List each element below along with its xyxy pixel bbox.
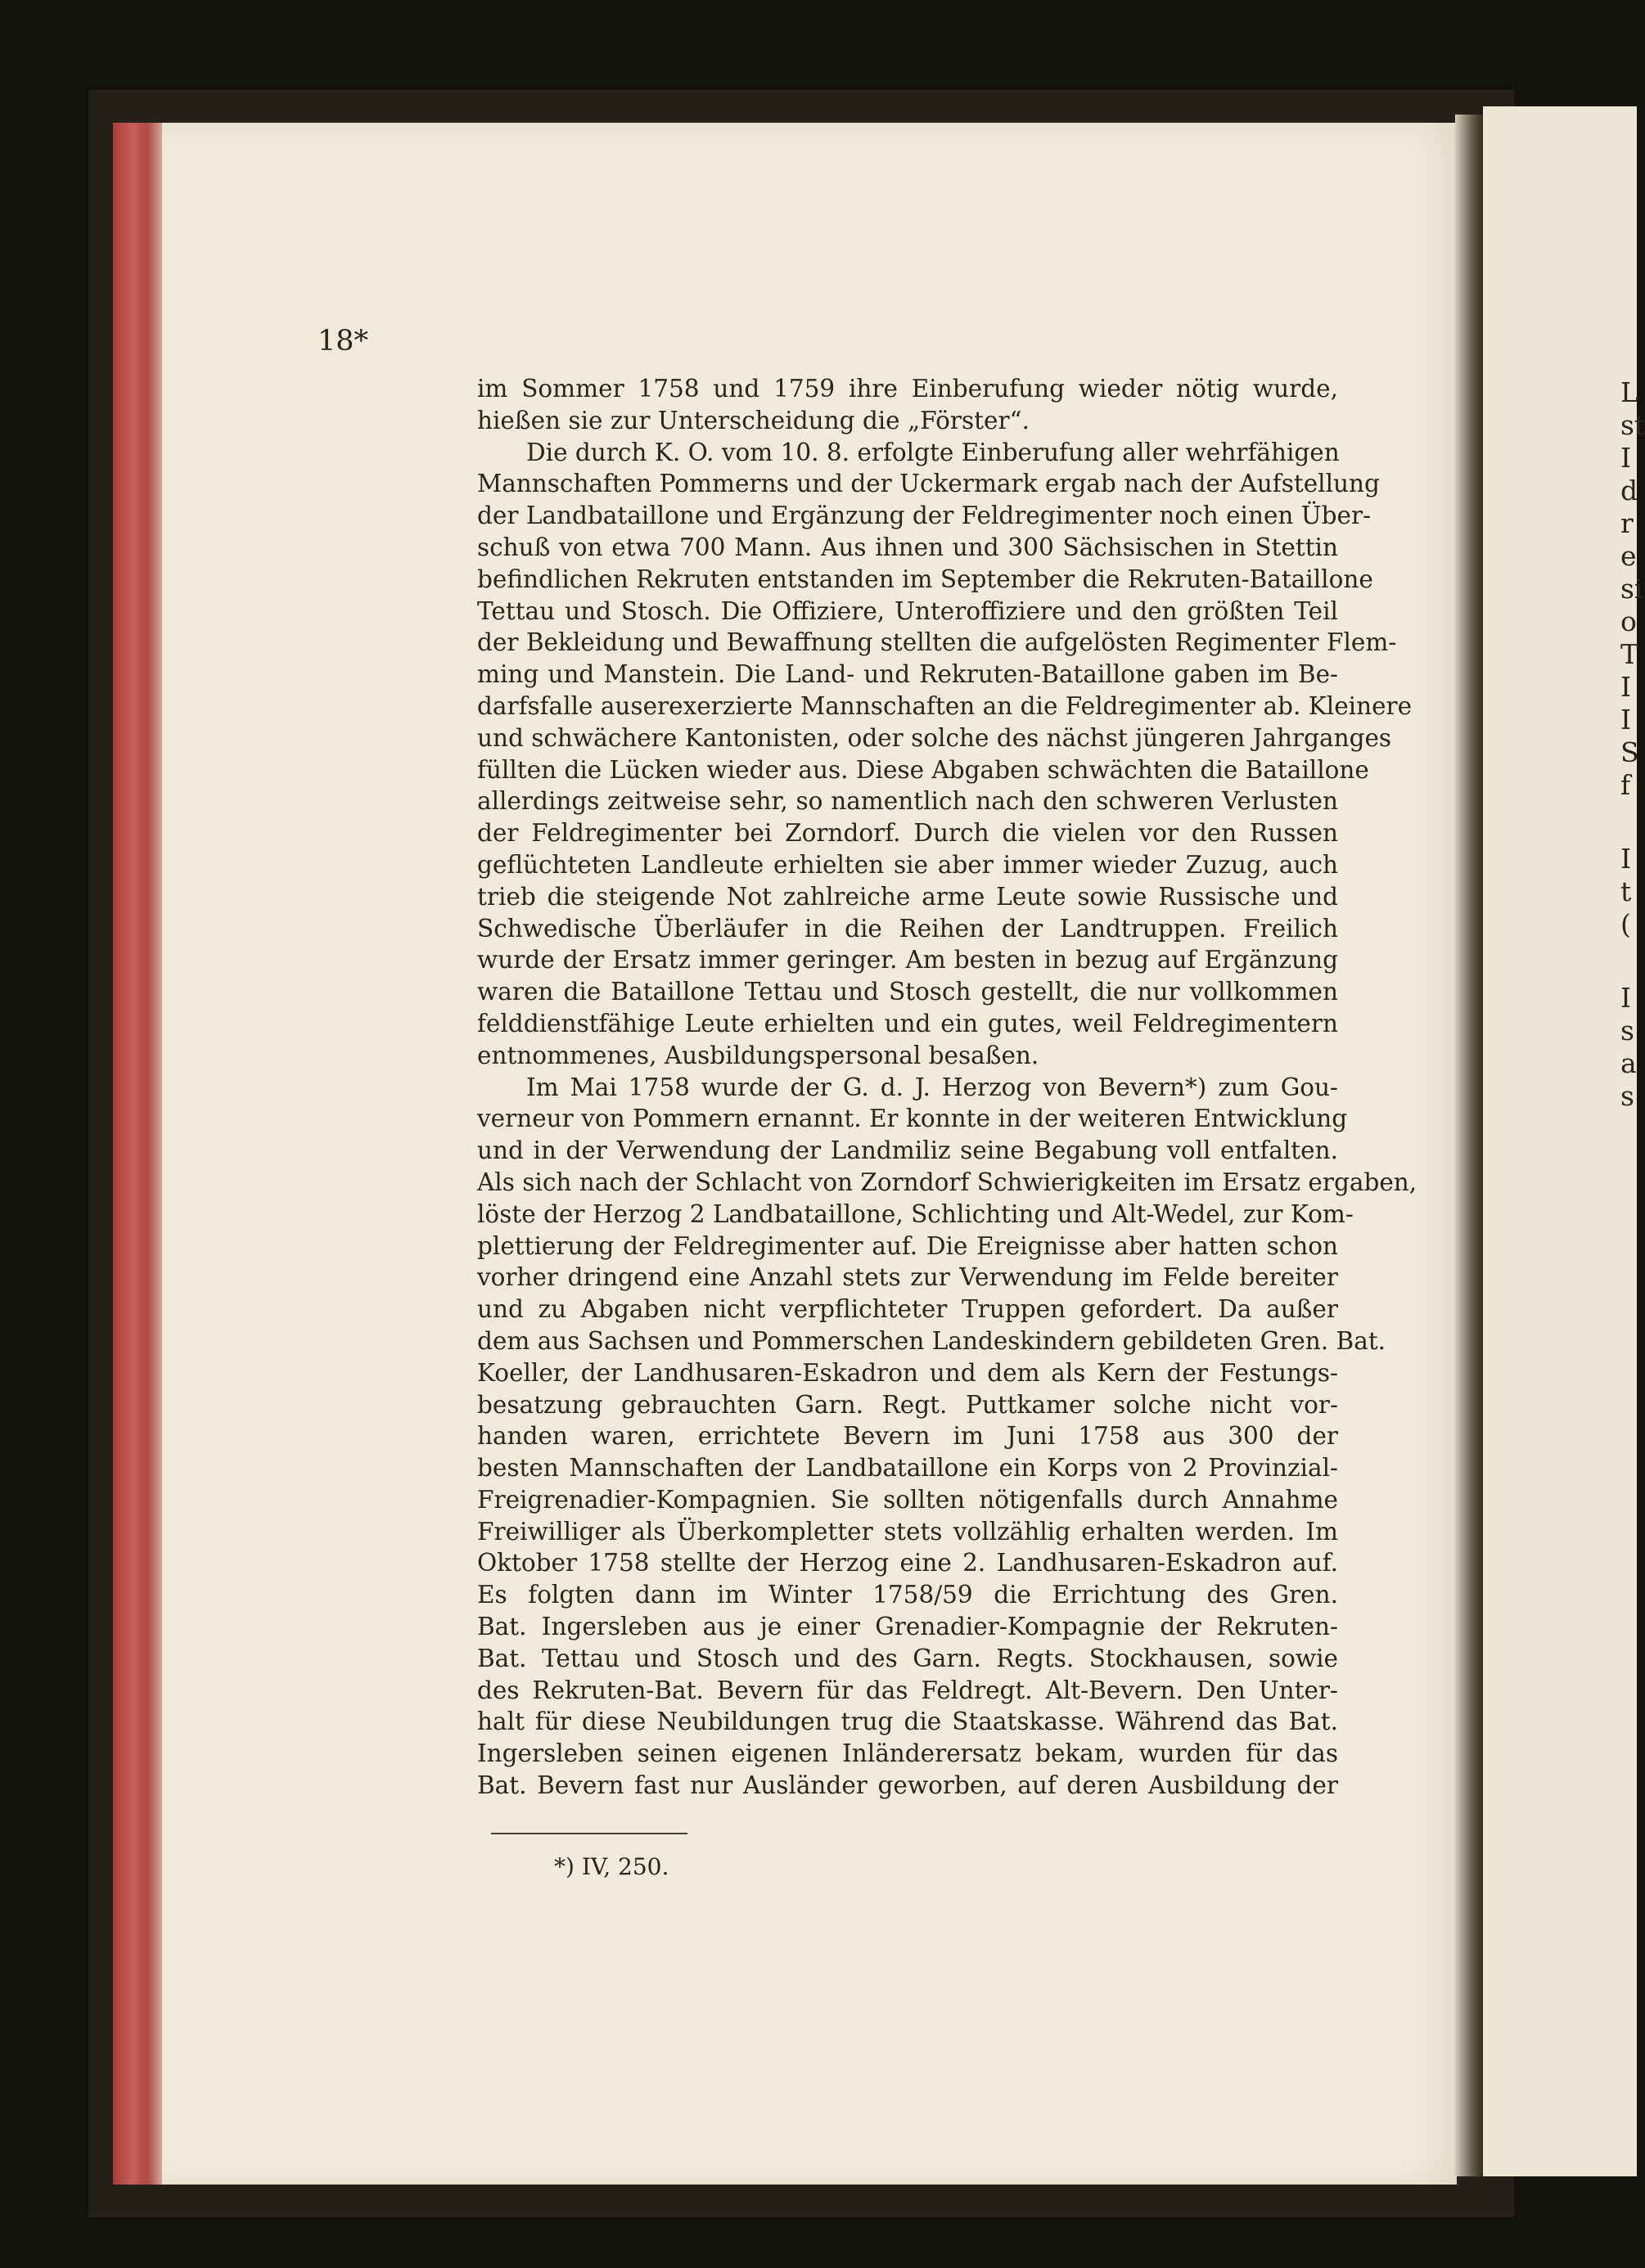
facing-page-fragment: I [1620, 982, 1632, 1014]
text-line: Schwedische Überläufer in die Reihen der Landtruppen. Freilich [477, 914, 1338, 943]
red-page-edges [113, 123, 162, 2185]
facing-page-fragment: L [1620, 376, 1638, 408]
book-gutter [1455, 115, 1485, 2176]
text-line: und zu Abgaben nicht verpflichteter Truppen gefordert. Da außer [477, 1295, 1338, 1324]
text-line: Koeller, der Landhusaren-Eskadron und dem als Kern der Festungs- [477, 1358, 1338, 1387]
text-line: Bat. Bevern fast nur Ausländer geworben, auf deren Ausbildung der [477, 1771, 1338, 1800]
text-line: der Bekleidung und Bewaffnung stellten die aufgelösten Regimenter Flem- [477, 628, 1397, 657]
text-line: des Rekruten-Bat. Bevern für das Feldregt. Alt-Bevern. Den Unter- [477, 1676, 1338, 1704]
text-line: Oktober 1758 stellte der Herzog eine 2. Landhusaren-Eskadron auf. [477, 1549, 1338, 1577]
text-line: Es folgten dann im Winter 1758/59 die Errichtung des Gren. [477, 1581, 1338, 1609]
facing-page-fragment: si [1620, 573, 1643, 605]
text-line: Ingersleben seinen eigenen Inländerersatz bekam, wurden für das [477, 1739, 1338, 1768]
facing-page-fragment: a [1620, 1047, 1637, 1079]
facing-page-edge [1483, 106, 1645, 2176]
text-line: Mannschaften Pommerns und der Uckermark ergab nach der Aufstellung [477, 470, 1380, 498]
text-line: füllten die Lücken wieder aus. Diese Abgaben schwächten die Bataillone [477, 755, 1369, 784]
facing-page-fragment: st [1620, 409, 1645, 441]
facing-page-fragment: I [1620, 704, 1632, 736]
text-line: vorher dringend eine Anzahl stets zur Verwendung im Felde bereiter [477, 1263, 1338, 1292]
facing-page-fragment: s [1620, 1080, 1634, 1112]
text-line: dem aus Sachsen und Pommerschen Landeskindern gebildeten Gren. Bat. [477, 1326, 1386, 1355]
facing-page-fragment: d [1620, 475, 1638, 506]
text-line: und schwächere Kantonisten, oder solche des nächst jüngeren Jahrganges [477, 723, 1392, 752]
text-line: verneur von Pommern ernannt. Er konnte in der weiteren Entwicklung [477, 1105, 1348, 1133]
footnote: *) IV, 250. [554, 1853, 669, 1880]
text-line: besten Mannschaften der Landbataillone ein Korps von 2 Provinzial- [477, 1454, 1338, 1483]
text-line: Als sich nach der Schlacht von Zorndorf Schwierigkeiten im Ersatz ergaben, [477, 1168, 1417, 1196]
page-number: 18* [318, 325, 369, 358]
body-text [477, 373, 1417, 1802]
text-line: ming und Manstein. Die Land- und Rekruten-Bataillone gaben im Be- [477, 660, 1338, 689]
text-line: und in der Verwendung der Landmiliz seine Begabung voll entfalten. [477, 1136, 1338, 1165]
text-line: der Feldregimenter bei Zorndorf. Durch die vielen vor den Russen [477, 819, 1338, 848]
text-line: Tettau und Stosch. Die Offiziere, Unteroffiziere und den größten Teil [477, 596, 1338, 625]
facing-page-fragment: s [1620, 1015, 1634, 1046]
text-line: hießen sie zur Unterscheidung die „Förster“. [477, 406, 1030, 434]
facing-page-fragment: t [1620, 875, 1632, 907]
text-line: besatzung gebrauchten Garn. Regt. Puttkamer solche nicht vor- [477, 1390, 1338, 1419]
text-line: plettierung der Feldregimenter auf. Die Ereignisse aber hatten schon [477, 1231, 1338, 1260]
footnote-divider [491, 1833, 687, 1834]
facing-page-fragment: f [1620, 769, 1631, 801]
text-line: allerdings zeitweise sehr, so namentlich nach den schweren Verlusten [477, 787, 1338, 816]
text-line: felddienstfähige Leute erhielten und ein gutes, weil Feldregimentern [477, 1009, 1338, 1037]
text-line: schuß von etwa 700 Mann. Aus ihnen und 300 Sächsischen in Stettin [477, 533, 1338, 561]
text-line: der Landbataillone und Ergänzung der Feldregimenter noch einen Über- [477, 502, 1372, 530]
text-line: handen waren, errichtete Bevern im Juni 1758 aus 300 der [477, 1422, 1338, 1451]
text-line: halt für diese Neubildungen trug die Staatskasse. Während das Bat. [477, 1708, 1338, 1736]
facing-page-fragment: o [1620, 605, 1637, 637]
facing-page-fragment: I [1620, 843, 1632, 875]
facing-page-fragment: S [1620, 736, 1639, 768]
text-line: im Sommer 1758 und 1759 ihre Einberufung wieder nötig wurde, [477, 375, 1338, 403]
text-line: Im Mai 1758 wurde der G. d. J. Herzog von Bevern*) zum Gou- [526, 1073, 1338, 1101]
text-line: wurde der Ersatz immer geringer. Am besten in bezug auf Ergänzung [477, 946, 1338, 974]
text-line: löste der Herzog 2 Landbataillone, Schlichting und Alt-Wedel, zur Kom- [477, 1199, 1354, 1228]
text-line: entnommenes, Ausbildungspersonal besaßen. [477, 1041, 1039, 1069]
text-line: befindlichen Rekruten entstanden im September die Rekruten-Bataillone [477, 565, 1373, 593]
text-line: trieb die steigende Not zahlreiche arme Leute sowie Russische und [477, 882, 1338, 911]
text-line: Bat. Tettau und Stosch und des Garn. Regts. Stockhausen, sowie [477, 1644, 1338, 1672]
facing-page-fragment: r [1620, 507, 1634, 539]
text-line: waren die Bataillone Tettau und Stosch gestellt, die nur vollkommen [477, 978, 1338, 1006]
facing-page-fragment: I [1620, 442, 1632, 474]
text-line: Die durch K. O. vom 10. 8. erfolgte Einberufung aller wehrfähigen [526, 438, 1340, 466]
text-line: darfsfalle auserexerzierte Mannschaften an die Feldregimenter ab. Kleinere [477, 691, 1413, 720]
text-line: Freigrenadier-Kompagnien. Sie sollten nötigenfalls durch Annahme [477, 1485, 1338, 1514]
facing-page-fragment: I [1620, 671, 1632, 703]
text-line: Freiwilliger als Überkompletter stets vollzählig erhalten werden. Im [477, 1517, 1338, 1546]
facing-page-fragment: e [1620, 540, 1637, 572]
facing-page-fragment: T [1620, 638, 1639, 670]
text-line: Bat. Ingersleben aus je einer Grenadier-Kompagnie der Rekruten- [477, 1613, 1338, 1641]
facing-page-fragment: ( [1620, 908, 1631, 940]
text-line: geflüchteten Landleute erhielten sie aber immer wieder Zuzug, auch [477, 850, 1338, 879]
